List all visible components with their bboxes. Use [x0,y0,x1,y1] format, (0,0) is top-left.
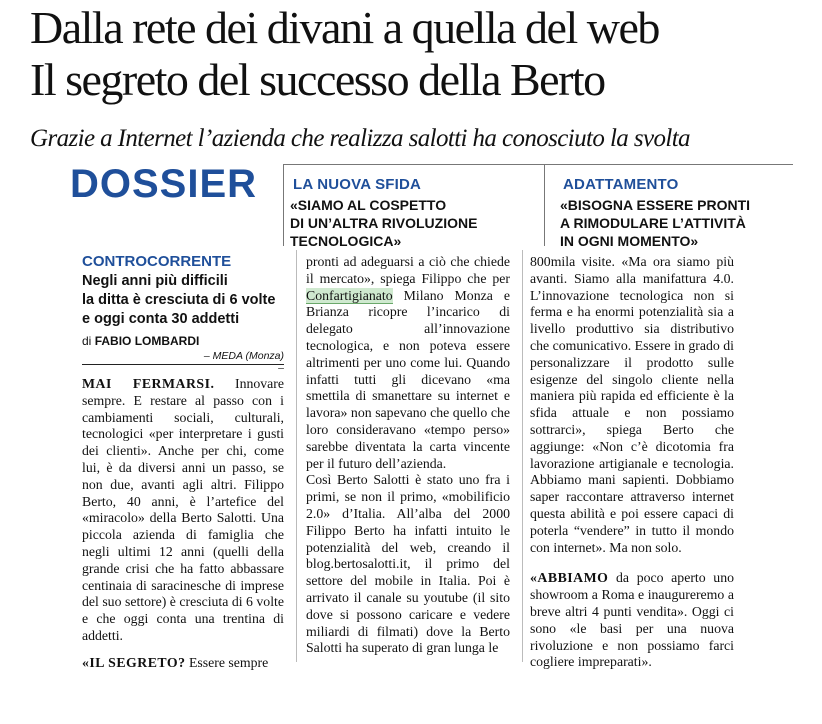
headline-line-1: Dalla rete dei divani a quella del web [30,2,659,53]
paragraph-text: Innovare sempre. E restare al passo con i cambiamenti sociali, culturali, tecnologici «per interpretare i gusti dei clienti». Anche per chi, come lui, è da diversi anni un passo, se non due, avanti agli altri. Filippo Berto, 40 anni, è l’artefice del «miracolo» della Berto Salotti. Una piccola azienda di famiglia che negli ultimi 12 anni (quelli della grande crisi che ha fatto abbassare centinaia di saracinesche di imprese del suo settore) è cresciuta di 6 volte e che oggi conta una trentina di addetti. [82,376,285,643]
box2-quote-line: IN OGNI MOMENTO» [560,233,699,249]
article-column-3 [530,254,734,671]
column-2-paragraph-2 [306,472,510,657]
paragraph-text: pronti ad adeguarsi a ciò che chiede il mercato», spiega Filippo che per [306,254,510,286]
deck-line: Negli anni più difficili [82,273,228,289]
box1-quote-line: DI UN’ALTRA RIVOLUZIONE [290,215,478,231]
column-3-paragraph-2 [530,570,734,671]
article-kicker: CONTROCORRENTE [82,253,232,270]
box1-left-rule [283,164,284,246]
paragraph-text: 800mila visite. «Ma ora siamo più avanti. Siamo alla manifattura 4.0. L’innovazione tecnologica non si ferma e ha enormi potenzialità sia a livello produttivo sia distributivo che comunicativo. Essere in grado di personalizzare il prodotto sulle esigenze del singolo cliente nella maniera più rapida ed efficiente è la sfida attuale e non possiamo sottrarci», spiega Berto che aggiunge: «Non c’è dicotomia fra lavorazione artigianale e tecnologia. Abbiamo mani sapienti. Dobbiamo saper raccontare attraverso internet questa abilità e poi essere capaci di poterla “vendere” in tutto il mondo con internet». Ma non solo. [530,254,734,555]
byline-prefix: di [82,334,92,348]
paragraph-text: Così Berto Salotti è stato uno fra i primi, se non il primo, «mobilificio 2.0» d’Italia. All’alba del 2000 Filippo Berto ha infatti intuito le potenzialità del web, creando il blog.bertosalotti.it, il primo del settore del mobile in Italia. Poi è arrivato il canale su youtube (il sito dove si possono caricare e vedere miliardi di filmati) dove la Berto Salotti ha superato di gran lunga le [306,472,510,656]
box2-quote-line: A RIMODULARE L’ATTIVITÀ [560,215,746,231]
box1-quote-line: TECNOLOGICA» [290,233,402,249]
box1-quote [290,196,530,250]
column-1-paragraph-1 [82,376,284,645]
byline-name: FABIO LOMBARDI [94,334,200,348]
lead-in: MAI FERMARSI. [82,376,215,391]
subheadline: Grazie a Internet l’azienda che realizza salotti ha conosciuto la svolta [30,125,690,152]
box2-quote [560,196,800,250]
deck-line: e oggi conta 30 addetti [82,311,240,327]
byline [82,334,199,348]
column-rule-2 [522,250,523,662]
column-3-paragraph-1 [530,254,734,556]
highlighted-link-confartigianato[interactable]: Confartigianato [306,287,393,303]
headline [30,2,810,106]
column-rule-1 [296,250,297,662]
column-1-paragraph-2 [82,655,284,672]
lead-in: «IL SEGRETO? [82,654,186,670]
article-column-1 [82,376,284,672]
box1-quote-line: «SIAMO AL COSPETTO [290,197,447,213]
box1-kicker: LA NUOVA SFIDA [293,176,422,193]
paragraph-text: da poco aperto uno showroom a Roma e inaugureremo a breve altri 4 punti vendita». Oggi ci sono «le basi per una nuova rivoluzione e non possiamo farci cogliere impreparati». [530,570,734,670]
paragraph-text: Essere sempre [185,654,269,670]
lead-in: «ABBIAMO [530,570,609,586]
deck-line: la ditta è cresciuta di 6 volte [82,292,276,308]
article-deck [82,272,292,329]
box-top-rule [283,164,793,165]
dateline: – MEDA (Monza) – [203,350,284,374]
box2-quote-line: «BISOGNA ESSERE PRONTI [560,197,751,213]
section-label: DOSSIER [70,162,258,206]
article-column-2 [306,254,510,657]
box2-kicker: ADATTAMENTO [563,176,679,193]
box2-left-rule [544,164,545,246]
column-2-paragraph-1 [306,254,510,472]
headline-line-2: Il segreto del successo della Berto [30,54,605,105]
paragraph-text: Milano Monza e Brianza ricopre l’incarico di delegato all’innovazione tecnologica, e non poteva essere altrimenti per uno come lui. Quando infatti tutti gli dicevano «ma smettila di smanettare su internet e lavora» non sapevano che quello che loro consideravano «tempo perso» sarebbe diventata la carta vincente per il futuro dell’azienda. [306,287,510,471]
